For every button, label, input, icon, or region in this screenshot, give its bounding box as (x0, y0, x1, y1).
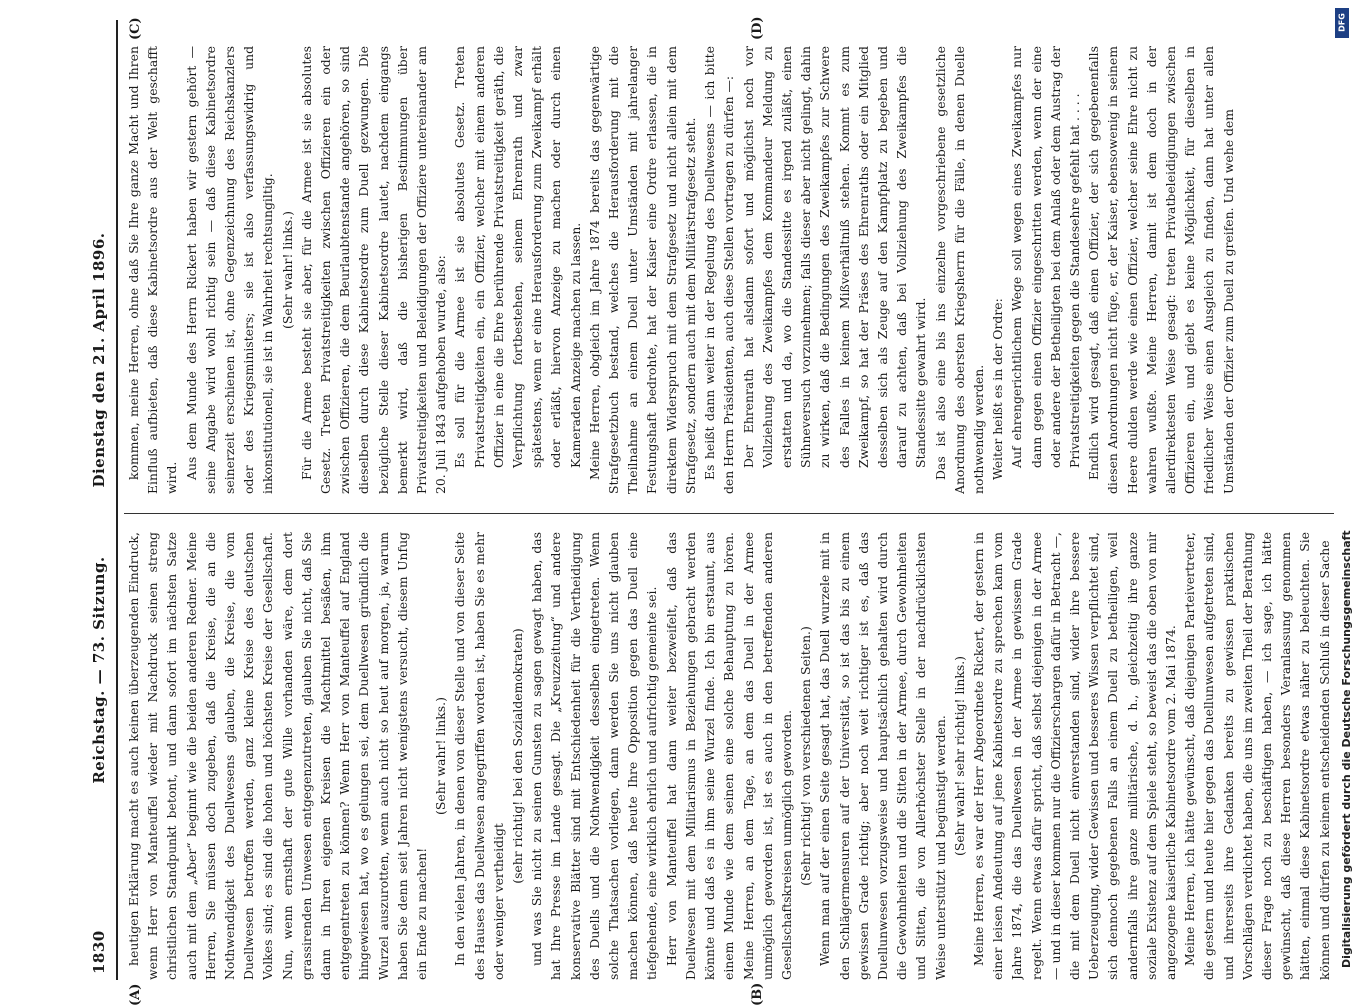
quoted-passage: Auf ehrengerichtlichem Wege soll wegen eines Zweikampfes nur dann gegen einen Offizier eingeschritten werden, wenn der eine oder andere der Betheiligten bei dem Anlaß oder dem Austrag der Privatstreitigkeiten gegen die Standesehre gefehlt hat . . . . (1009, 46, 1082, 468)
page-number: 1830 (90, 930, 108, 974)
interjection: (Sehr wahr! sehr richtig! links.) (951, 656, 967, 856)
quoted-passage: Der Ehrenrath hat alsdann sofort und möglichst noch vor Vollziehung des Zweikampfes dem Kommandeur Meldung zu erstatten und da, wo die Standessitte es irgend zuläßt, einen Sühneversuch vorzunehmen; falls dieser aber nicht gelingt, dahin zu wirken, daß die Bedingungen des Zweikampfes zur Schwere des Falles in keinem Mißverhältniß stehen. Kommt es zum Zweikampf, so hat der Präses des Ehrenraths oder ein Mitglied desselben sich als Zeuge auf den Kampfplatz zu begeben und darauf zu achten, daß bei Vollziehung des Zweikampfes die Standessitte gewahrt wird. (740, 46, 929, 468)
rotated-page (70, 16, 1350, 1006)
interjection: (Sehr wahr! links.) (279, 211, 295, 329)
margin-marker-a: (A) (128, 983, 143, 1006)
interjection: (sehr richtig! bei den Sozialdemokraten) (510, 628, 526, 884)
paragraph: heutigen Erklärung macht es auch keinen überzeugenden Eindruck, wenn Herr von Manteuffel wieder mit Nachdruck seinen streng christlichen Standpunkt betont, und dann sofort im nächsten Satze auch mit dem „Aber“ beginnt wie die beiden anderen Redner. Meine Herren, Sie müssen doch zugeben, daß die Kreise, die an die Nothwendigkeit des Duellwesens glauben, die Kreise, die vom Duellwesen betroffen werden, ganz kleine Kreise des deutschen Volkes sind; es sind die hohen und höchsten Kreise der Gesellschaft. Nun, wenn ernsthaft der gute Wille vorhanden wäre, dem dort grassirenden Unwesen entgegenzutreten, glauben Sie nicht, daß Sie dann in Ihren eigenen Kreisen die Machtmittel besäßen, ihm entgegentreten zu können? Wenn Herr von Manteuffel auf England hingewiesen hat, wo es gelungen sei, dem Duellwesen gründlich die Wurzel auszurotten, wenn auch nicht so heut auf morgen, ja, warum haben Sie denn seit Jahren nicht wenigstens versucht, diesem Unfug ein Ende zu machen! (126, 532, 430, 980)
right-column (124, 46, 1334, 494)
paragraph: In den vielen Jahren, in denen von dieser Stelle und von dieser Seite des Hauses das Duellwesen angegriffen worden ist, haben Sie es mehr oder weniger vertheidigt (452, 532, 506, 980)
paragraph: Weiter heißt es in der Ordre: (990, 298, 1006, 480)
left-column (124, 532, 1334, 980)
paragraph: Endlich wird gesagt, daß einen Offizier, der sich gegebenenfalls diesen Anordnungen nicht füge, er, der Kaiser, ebensowenig in seinem Heere dulden werde wie einen Offizier, welcher seine Ehre nicht zu wahren wußte. Meine Herren, damit ist dem doch in der allerdirektesten Weise gesagt: treten Privatbeleidigungen zwischen Offizieren ein, und giebt es keine Möglichkeit, für dieselben in friedlicher Weise einen Ausgleich zu finden, dann hat unter allen Umständen der Offizier zum Duell zu greifen. Und wehe dem (1086, 46, 1236, 494)
paragraph: Herr von Manteuffel hat dann weiter bezweifelt, daß das Duellwesen mit dem Militarismus in Beziehungen gebracht werden könnte und daß es in ihm seine Wurzel finde. Ich bin erstaunt, aus einem Munde wie dem seinen eine solche Behauptung zu hören. Meine Herren, an dem Tage, an dem das Duell in der Armee unmöglich geworden ist, ist es auch in den betreffenden anderen Gesellschaftskreisen unmöglich geworden. (663, 532, 794, 980)
dfg-logo: DFG (1335, 8, 1349, 38)
margin-marker-d: (D) (750, 16, 765, 40)
column-divider (124, 513, 1334, 514)
paragraph: Für die Armee besteht sie aber, für die Armee ist sie absolutes Gesetz. Treten Privatstreitigkeiten zwischen Offizieren ein oder zwischen Offizieren, die dem Beurlaubtenstande angehören, so sind dieselben durch diese Kabinetsordre zum Duell gezwungen. Die bezügliche Stelle dieser Kabinetsordre lautet, nachdem eingangs bemerkt wird, daß die bisherigen Bestimmungen über Privatstreitigkeiten und Beleidigungen der Offiziere untereinander am 20. Juli 1843 aufgehoben wurde, also: (298, 46, 449, 494)
quoted-passage: Es soll für die Armee ist sie absolutes Gesetz. Treten Privatstreitigkeiten ein, ein Offizier, welcher mit einem anderen Offizier in eine die Ehre berührende Privatstreitigkeit geräth, die Verpflichtung fortbestehen, seinem Ehrenrath und zwar spätestens, wenn er eine Herausforderung zum Zweikampf erhält oder erläßt, hiervon Anzeige zu machen oder durch einen Kameraden Anzeige machen zu lassen. (452, 46, 583, 468)
paragraph: kommen, meine Herren, ohne daß Sie Ihre ganze Macht und Ihren Einfluß aufbieten, daß diese Kabinetsordre aus der Welt geschafft wird. (126, 46, 180, 494)
page-header (84, 20, 116, 980)
margin-marker-b: (B) (750, 982, 765, 1006)
interjection: (Sehr richtig! von verschiedenen Seiten.) (798, 626, 814, 886)
paragraph: Wenn man auf der einen Seite gesagt hat, das Duell wurzele mit in den Schlägermensuren auf der Universität, so ist das bis zu einem gewissen Grade richtig; aber noch weit richtiger ist es, daß das Duellunwesen vorzugsweise und hauptsächlich gehalten wird durch die Gewohnheiten und die Sitten in der Armee, durch Gewohnheiten und Sitten, die von Allerhöchster Stelle in der nachdrücklichsten Weise unterstützt und begünstigt werden. (817, 532, 948, 980)
header-rule (116, 20, 118, 980)
session-date: Dienstag den 21. April 1896. (90, 232, 108, 488)
paragraph: Das ist also eine bis ins einzelne vorgeschriebene gesetzliche Anordnung des obersten Kriegsherrn für die Fälle, in denen Duelle nothwendig werden. (932, 46, 986, 494)
paragraph: Meine Herren, es war der Herr Abgeordnete Rickert, der gestern in einer leisen Andeutung auf jene Kabinetsordre zu sprechen kam vom Jahre 1874, die das Duellwesen in der Armee in gewissem Grade regelt. Wenn etwas dafür spricht, daß selbst diejenigen in der Armee — und in dieser kommen nur die Offizierschargen dafür in Betracht —, die mit dem Duell nicht einverstanden sind, wider ihre bessere Ueberzeugung, wider Gewissen und besseres Wissen verpflichtet sind, sich dennoch gegebenen Falls an einem Duell zu betheiligen, weil andernfalls ihre ganze militärische, d. h., gleichzeitig ihre ganze soziale Existenz auf dem Spiele steht, so beweist das die oben von mir angezogene kaiserliche Kabinetsordre vom 2. Mai 1874. (970, 532, 1178, 980)
digitization-note: Digitalisierung gefördert durch die Deutsche Forschungsgemeinschaft (1340, 530, 1353, 968)
paragraph: Es heißt dann weiter in der Regelung des Duellwesens — ich bitte den Herrn Präsidenten, auch diese Stellen vortragen zu dürfen —: (702, 46, 737, 494)
paragraph: Meine Herren, ich hätte gewünscht, daß diejenigen Parteivertreter, die gestern und heute hier gegen das Duellunwesen aufgetreten sind, und ihrerseits ihre Gedanken bereits zu gewissen praktischen Vorschlägen verdichtet haben, die uns im zweiten Theil der Berathung dieser Frage noch zu beschäftigen haben, — ich sage, ich hätte gewünscht, daß diese Herren besonders Veranlassung genommen hätten, einmal diese Kabinetsordre etwas näher zu beleuchten. Sie können und dürfen zu keinem entscheidenden Schluß in dieser Sache (1182, 532, 1332, 980)
session-title: Reichstag. — 73. Sitzung. (90, 556, 108, 784)
paragraph: und was Sie nicht zu seinen Gunsten zu sagen gewagt haben, das hat Ihre Presse im Lande gesagt. Die „Kreuzzeitung“ und andere konservative Blätter sind mit Entschiedenheit für die Vertheidigung des Duells und die Nothwendigkeit desselben eingetreten. Wenn solche Thatsachen vorliegen, dann werden Sie uns nicht glauben machen können, daß heute Ihre Opposition gegen das Duell eine tiefgehende, eine wirklich ehrlich und aufrichtig gemeinte sei. (529, 532, 660, 980)
paragraph: Meine Herren, obgleich im Jahre 1874 bereits das gegenwärtige Strafgesetzbuch bestand, welches die Herausforderung mit die Theilnahme an einem Duell unter Umständen mit jahrelanger Festungshaft bedrohte, hat der Kaiser eine Ordre erlassen, die in direktem Widerspruch mit dem Strafgesetz und nicht allein mit dem Strafgesetz, sondern auch mit dem Militärstrafgesetz steht. (586, 46, 698, 494)
margin-marker-c: (C) (128, 17, 143, 40)
paragraph: Aus dem Munde des Herrn Rickert haben wir gestern gehört — seine Angabe wird wohl richtig sein — daß diese Kabinetsordre seinerzeit erschienen ist, ohne Gegenzeichnung des Reichskanzlers oder des Kriegsministers; sie ist also verfassungswidrig und inkonstitutionell, sie ist in Wahrheit rechtsungiltig. (183, 46, 276, 494)
interjection: (Sehr wahr! links.) (433, 697, 449, 815)
